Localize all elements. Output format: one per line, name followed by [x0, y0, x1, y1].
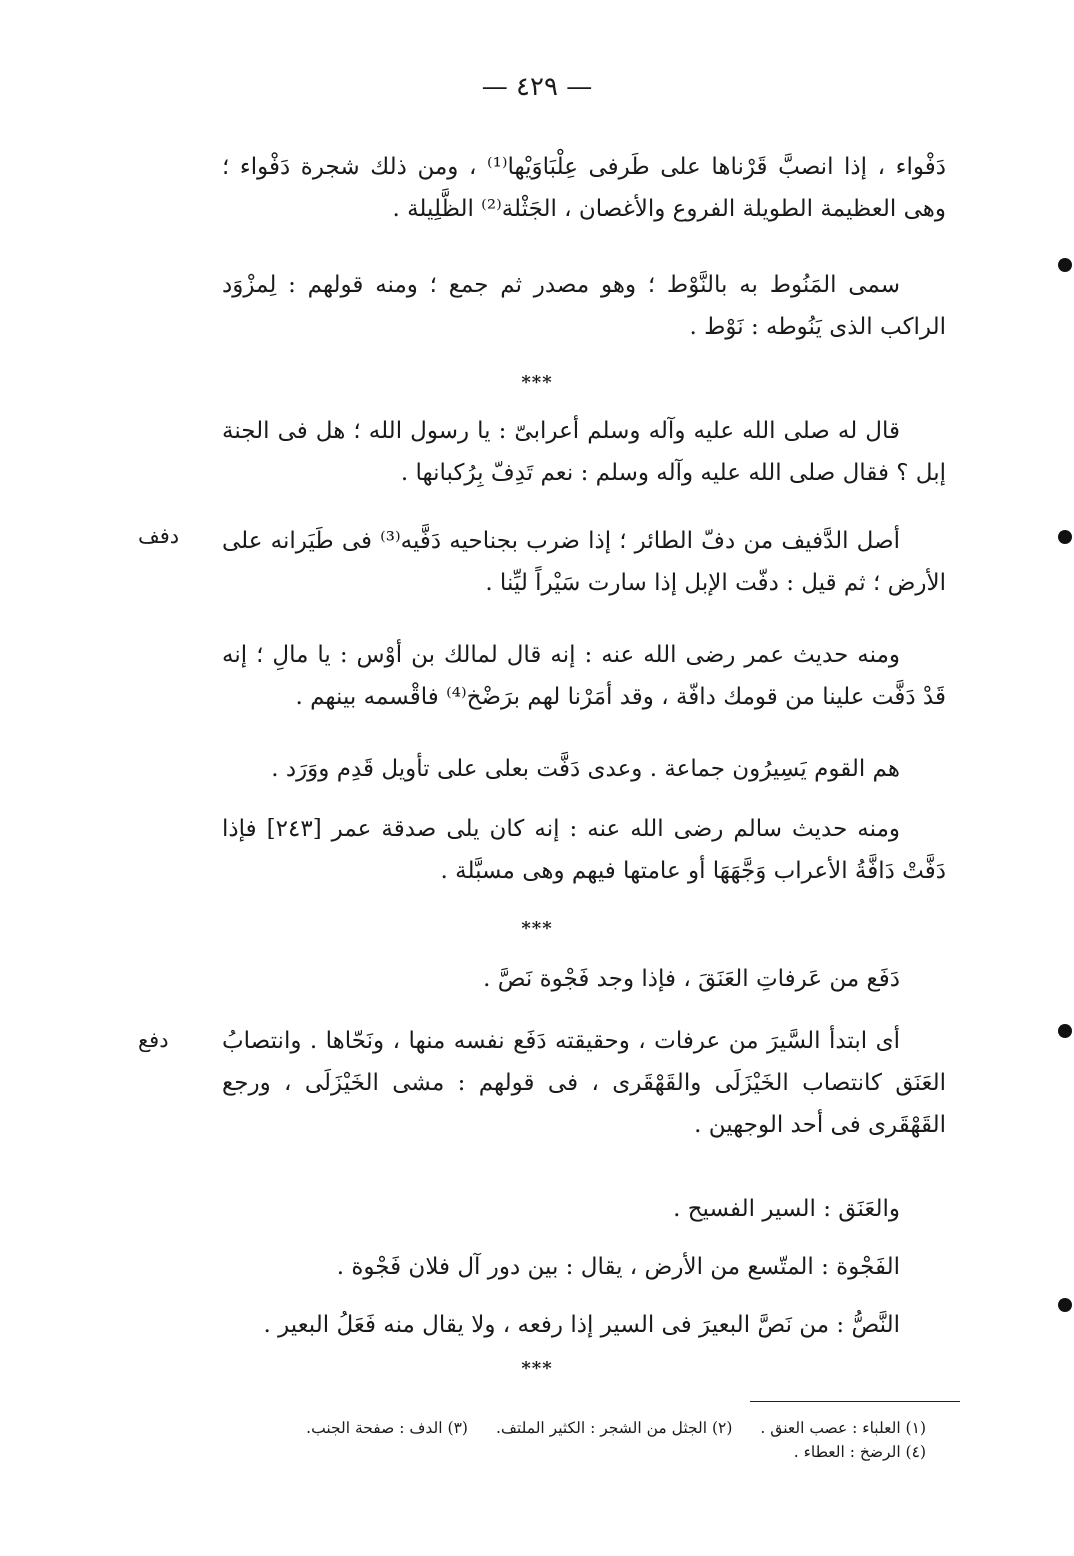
- footnote-line: [136, 1440, 926, 1464]
- section-separator: ***: [521, 1358, 553, 1379]
- section-separator: ***: [521, 372, 553, 393]
- binding-mark: [1058, 530, 1072, 544]
- paragraph-hadith-ibil: قال له صلى الله عليه وآله وسلم أعرابىّ : يا رسول الله ؛ هل فى الجنة إبل ؟ فقال صلى الله عليه وآله وسلم : نعم تَدِفّ بِرُكبانها .: [222, 418, 946, 486]
- paragraph-anaq: والعَنَق : السير الفسيح .: [673, 1196, 900, 1222]
- footnote-3: (٣) الدف : صفحة الجنب.: [306, 1419, 468, 1437]
- section-separator: ***: [521, 918, 553, 939]
- paragraph-dafwa: دَفْواء ، إذا انصبَّ قَرْناها على طَرفى عِلْبَاوَيْها⁽¹⁾ ، ومن ذلك شجرة دَفْواء ؛ وهى العظيمة الطويلة الفروع والأغصان ، الجَثْلة⁽²⁾ الظَّلِيلة .: [222, 154, 946, 222]
- paragraph-nass: النَّصُّ : من نَصَّ البعيرَ فى السير إذا رفعه ، ولا يقال منه فَعَلُ البعير .: [263, 1312, 900, 1338]
- binding-mark: [1058, 1024, 1072, 1038]
- footnote-4: (٤) الرضخ : العطاء .: [793, 1443, 926, 1461]
- paragraph-hadith-salim: ومنه حديث سالم رضى الله عنه : إنه كان يلى صدقة عمر [٢٤٣] فإذا دَفَّتْ دَافَّةُ الأعراب وَجَّهَهَا أو عامتها فيهم وهى مسبَّلة .: [222, 816, 946, 884]
- page-number: — ٤٢٩ —: [481, 72, 593, 102]
- binding-mark: [1058, 1298, 1072, 1312]
- paragraph-fajwa: الفَجْوة : المتّسع من الأرض ، يقال : بين دور آل فلان فَجْوة .: [336, 1254, 900, 1280]
- footnotes: [136, 1416, 926, 1464]
- footnote-line: [136, 1416, 926, 1440]
- paragraph-dafif: أصل الدَّفيف من دفّ الطائر ؛ إذا ضرب بجناحيه دَفَّيه⁽³⁾ فى طَيَرانه على الأرض ؛ ثم قيل : دفّت الإبل إذا سارت سَيْراً ليِّنا .: [222, 528, 946, 596]
- binding-mark: [1058, 258, 1072, 272]
- paragraph-dafa-arafat: دَفَع من عَرفاتِ العَنَقَ ، فإذا وجد فَجْوة نَصَّ .: [483, 966, 900, 992]
- paragraph-ibtada: أى ابتدأ السَّيرَ من عرفات ، وحقيقته دَفَع نفسه منها ، ونَحّاها . وانتصابُ العَنَق كانتصاب الخَيْزَلَى والقَهْقَرى ، فى قولهم : مشى الخَيْزَلَى ، ورجع القَهْقَرى فى أحد الوجهين .: [222, 1028, 946, 1138]
- margin-root-dafa: دفع: [138, 1028, 169, 1052]
- margin-root-daff: دفف: [138, 524, 180, 548]
- paragraph-nawt: سمى المَنُوط به بالنَّوْط ؛ وهو مصدر ثم جمع ؛ ومنه قولهم : لِمزْوَد الراكب الذى يَنُوطه : نَوْط .: [222, 272, 946, 340]
- footnote-1: (١) العلباء : عصب العنق .: [760, 1419, 926, 1437]
- paragraph-hadith-umar: ومنه حديث عمر رضى الله عنه : إنه قال لمالك بن أوْس : يا مالِ ؛ إنه قَدْ دَفَّت علينا من قومك دافّة ، وقد أمَرْنا لهم برَضْخ⁽⁴⁾ فاقْسمه بينهم .: [222, 642, 946, 710]
- footnote-2: (٢) الجثل من الشجر : الكثير الملتف.: [495, 1419, 733, 1437]
- footnote-rule: [750, 1401, 960, 1402]
- paragraph-qawm: هم القوم يَسِيرُون جماعة . وعدى دَفَّت بعلى على تأويل قَدِم ووَرَد .: [271, 756, 900, 782]
